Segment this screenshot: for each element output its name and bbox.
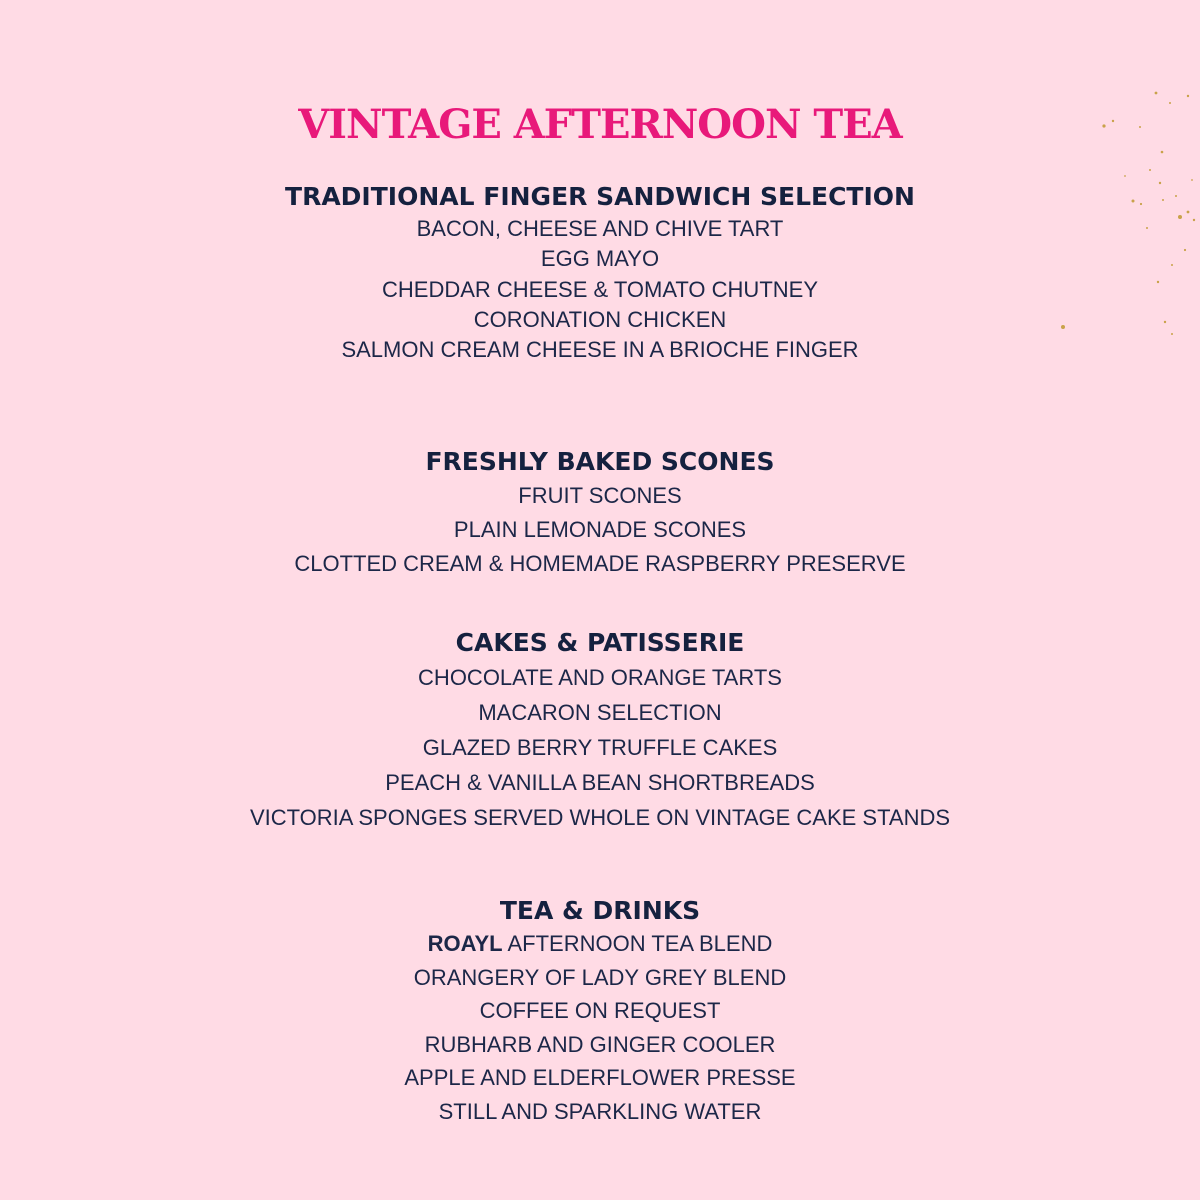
menu-item-list [0, 214, 1200, 365]
section-heading: FRESHLY BAKED SCONES [425, 447, 775, 476]
menu-item: CLOTTED CREAM & HOMEMADE RASPBERRY PRESERVE [294, 550, 906, 576]
menu-item-highlight: ROAYL [427, 931, 503, 956]
menu-item-featured [0, 927, 1200, 961]
section-scones [0, 447, 1200, 580]
menu-item: MACARON SELECTION [478, 700, 722, 725]
section-heading: TRADITIONAL FINGER SANDWICH SELECTION [285, 182, 915, 211]
section-tea-drinks [0, 896, 1200, 1129]
menu-item: STILL AND SPARKLING WATER [438, 1098, 762, 1124]
menu-item: SALMON CREAM CHEESE IN A BRIOCHE FINGER [341, 337, 859, 363]
menu-item: CHOCOLATE AND ORANGE TARTS [418, 665, 782, 690]
menu-item: RUBHARB AND GINGER COOLER [424, 1031, 776, 1057]
menu-item: FRUIT SCONES [518, 483, 682, 508]
menu-item: CORONATION CHICKEN [473, 306, 727, 332]
menu-item-list [0, 479, 1200, 580]
menu-item: PEACH & VANILLA BEAN SHORTBREADS [385, 770, 815, 795]
menu-item: VICTORIA SPONGES SERVED WHOLE ON VINTAGE CAKE STANDS [249, 805, 951, 830]
menu-item: COFFEE ON REQUEST [479, 998, 721, 1024]
menu-item: GLAZED BERRY TRUFFLE CAKES [422, 735, 778, 760]
menu-item: EGG MAYO [540, 246, 660, 272]
menu-item-text: AFTERNOON TEA BLEND [502, 931, 773, 956]
menu-item-list [0, 660, 1200, 835]
menu-item: BACON, CHEESE AND CHIVE TART [416, 216, 784, 241]
section-heading: CAKES & PATISSERIE [455, 628, 745, 657]
section-finger-sandwiches [0, 182, 1200, 365]
menu-item: ORANGERY OF LADY GREY BLEND [413, 964, 787, 990]
menu-item: PLAIN LEMONADE SCONES [453, 516, 747, 542]
menu-item-list [0, 927, 1200, 1129]
section-heading: TEA & DRINKS [499, 896, 701, 925]
menu-item: CHEDDAR CHEESE & TOMATO CHUTNEY [382, 276, 818, 302]
menu-title: VINTAGE AFTERNOON TEA [298, 100, 902, 148]
section-cakes-patisserie [0, 628, 1200, 835]
menu-item: APPLE AND ELDERFLOWER PRESSE [404, 1065, 796, 1091]
